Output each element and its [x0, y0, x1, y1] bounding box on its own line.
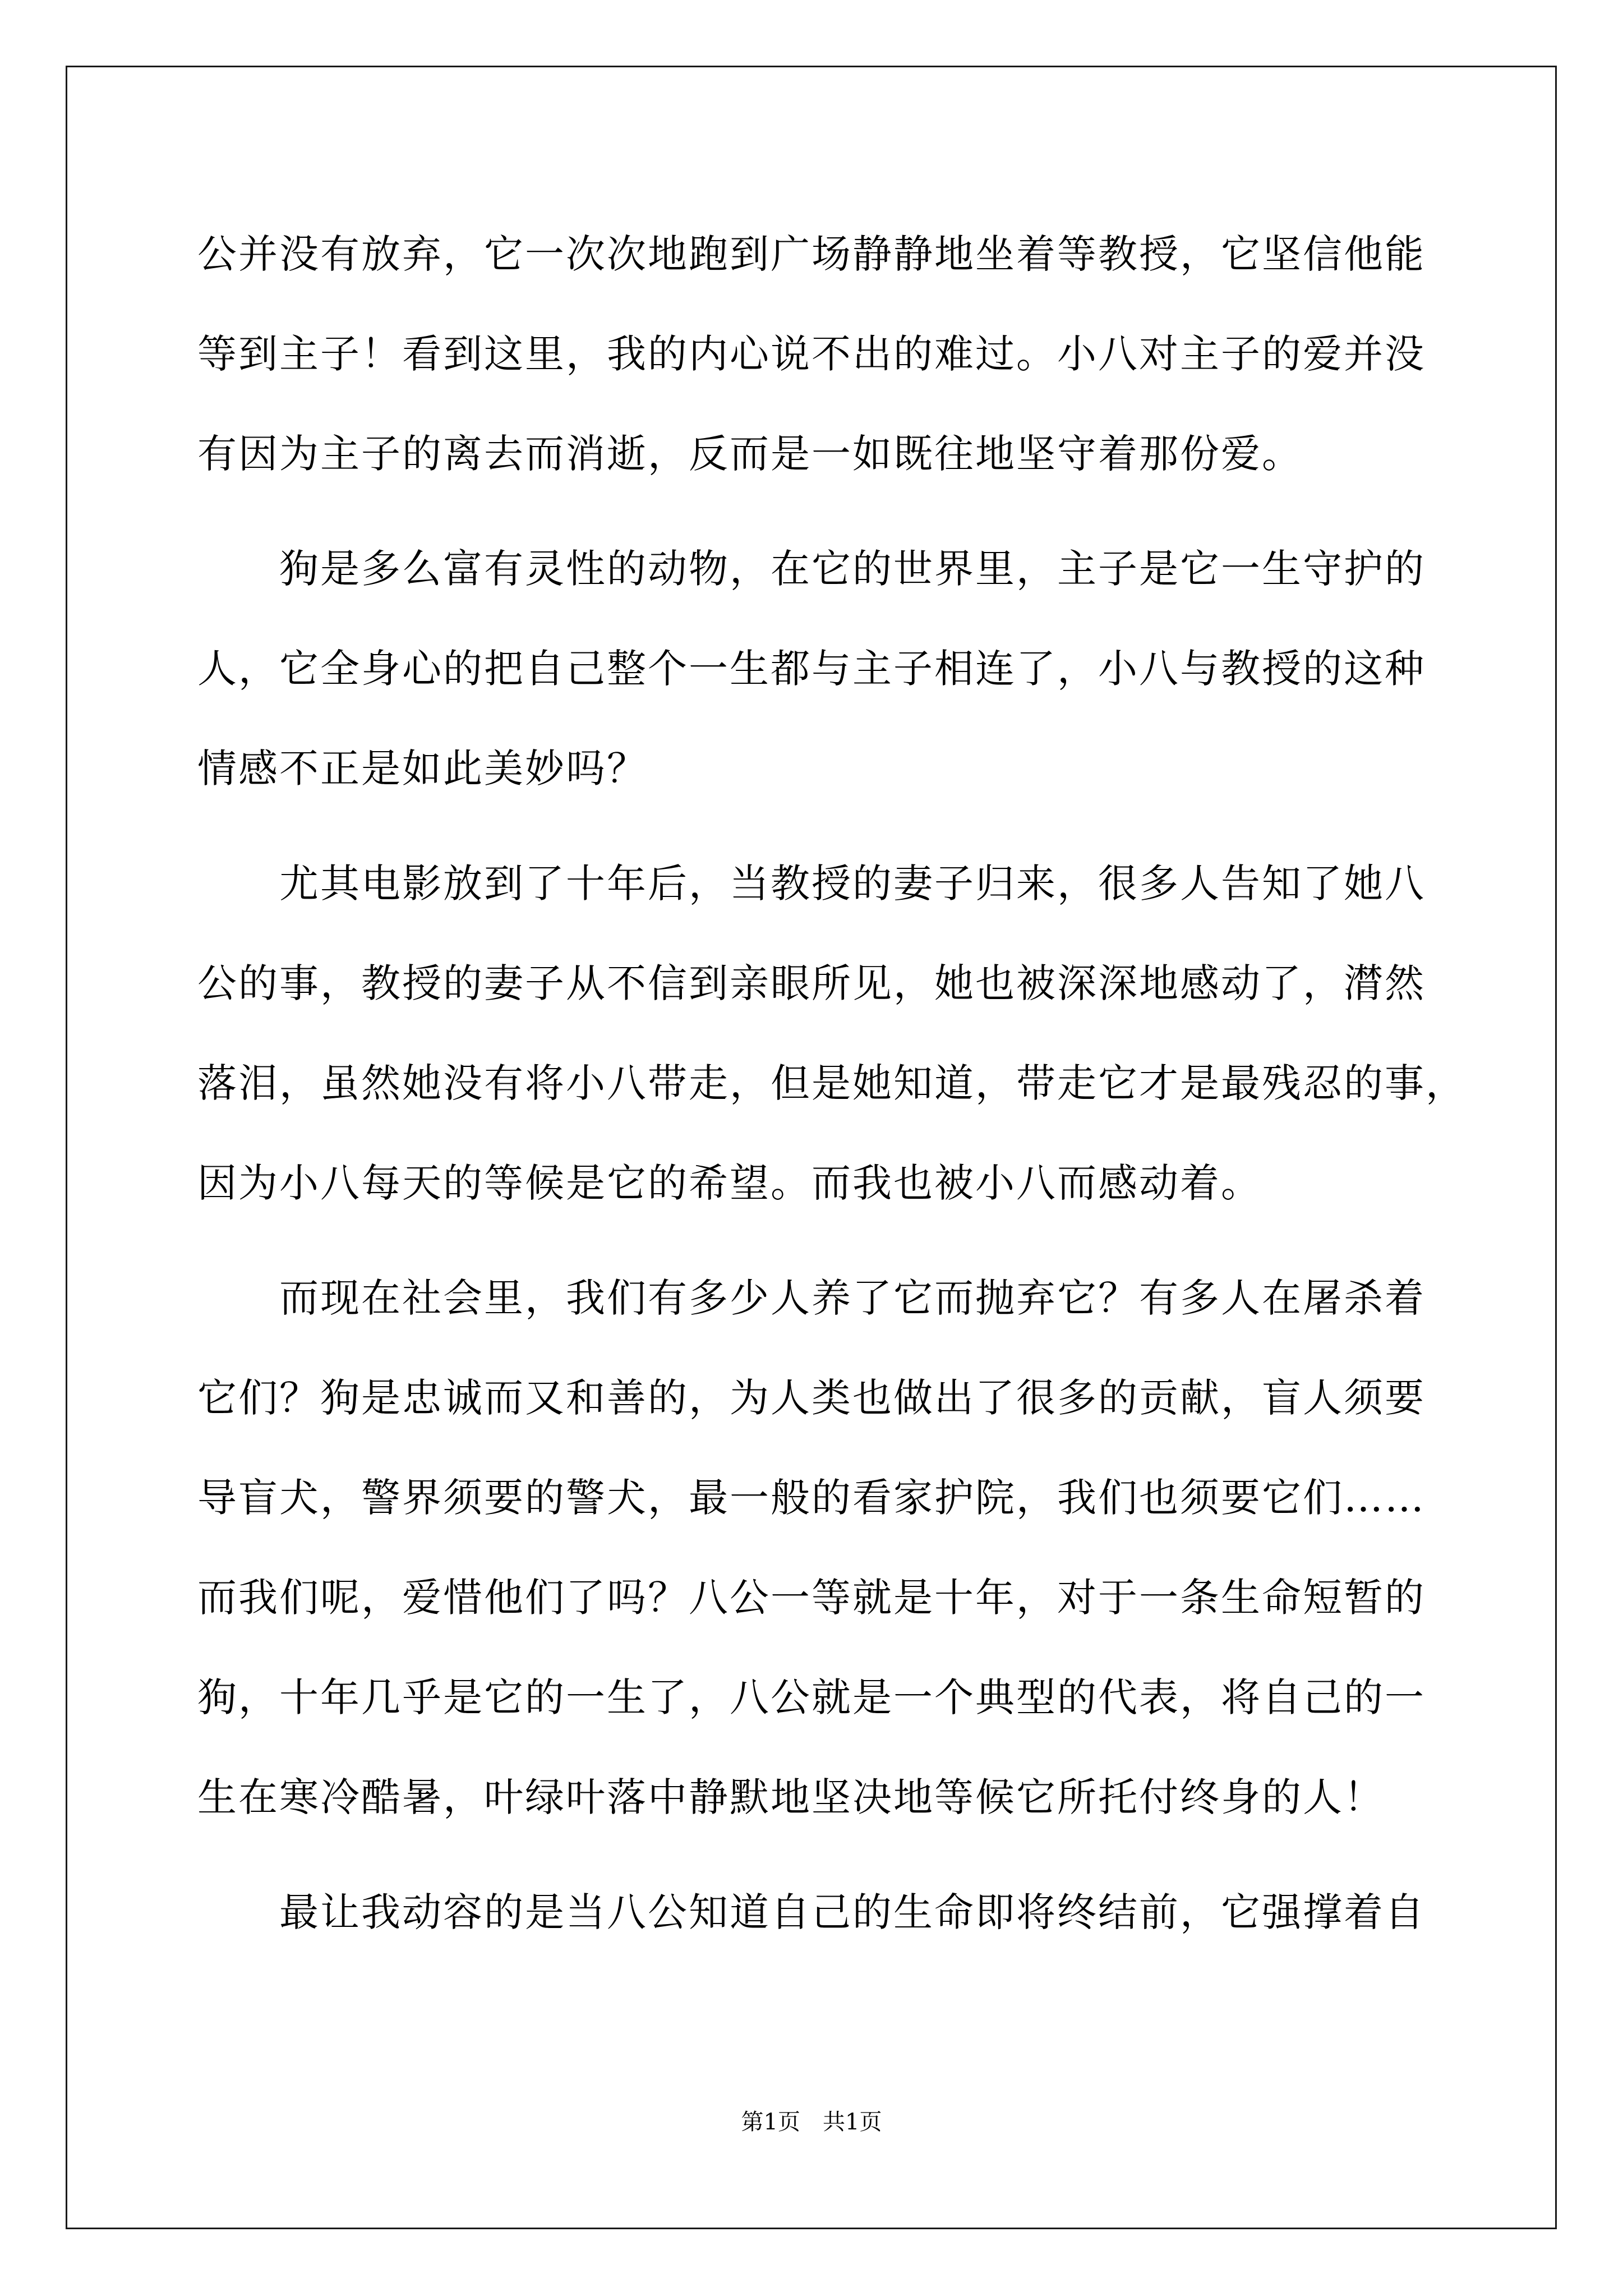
- text-line: 最让我动容的是当八公知道自己的生命即将终结前，它强撑着自: [197, 1889, 1426, 1935]
- text-line: 狗是多么富有灵性的动物，在它的世界里，主子是它一生守护的: [197, 546, 1426, 592]
- text-line: 公的事，教授的妻子从不信到亲眼所见，她也被深深地感动了，潸然: [197, 960, 1426, 1006]
- text-line: 而我们呢，爱惜他们了吗？八公一等就是十年，对于一条生命短暂的: [197, 1575, 1426, 1621]
- page-number-footer: 第1页 共1页: [741, 2109, 882, 2135]
- text-line: 导盲犬，警界须要的警犬，最一般的看家护院，我们也须要它们……: [197, 1475, 1426, 1521]
- text-line: 人，它全身心的把自己整个一生都与主子相连了，小八与教授的这种: [197, 646, 1426, 692]
- text-line: 等到主子！看到这里，我的内心说不出的难过。小八对主子的爱并没: [197, 331, 1426, 377]
- text-line: 生在寒冷酷暑，叶绿叶落中静默地坚决地等候它所托付终身的人！: [197, 1774, 1385, 1820]
- text-line: 而现在社会里，我们有多少人养了它而抛弃它？有多人在屠杀着: [197, 1275, 1426, 1321]
- text-line: 情感不正是如此美妙吗？: [197, 746, 648, 792]
- text-line: 因为小八每天的等候是它的希望。而我也被小八而感动着。: [197, 1160, 1262, 1206]
- text-line: 尤其电影放到了十年后，当教授的妻子归来，很多人告知了她八: [197, 861, 1426, 907]
- text-line: 它们？狗是忠诚而又和善的，为人类也做出了很多的贡献，盲人须要: [197, 1375, 1426, 1421]
- text-line: 狗，十年几乎是它的一生了，八公就是一个典型的代表，将自己的一: [197, 1674, 1426, 1720]
- text-line: 落泪，虽然她没有将小八带走，但是她知道，带走它才是最残忍的事，: [197, 1060, 1467, 1106]
- text-line: 公并没有放弃，它一次次地跑到广场静静地坐着等教授，它坚信他能: [197, 231, 1426, 277]
- text-line: 有因为主子的离去而消逝，反而是一如既往地坚守着那份爱。: [197, 431, 1303, 477]
